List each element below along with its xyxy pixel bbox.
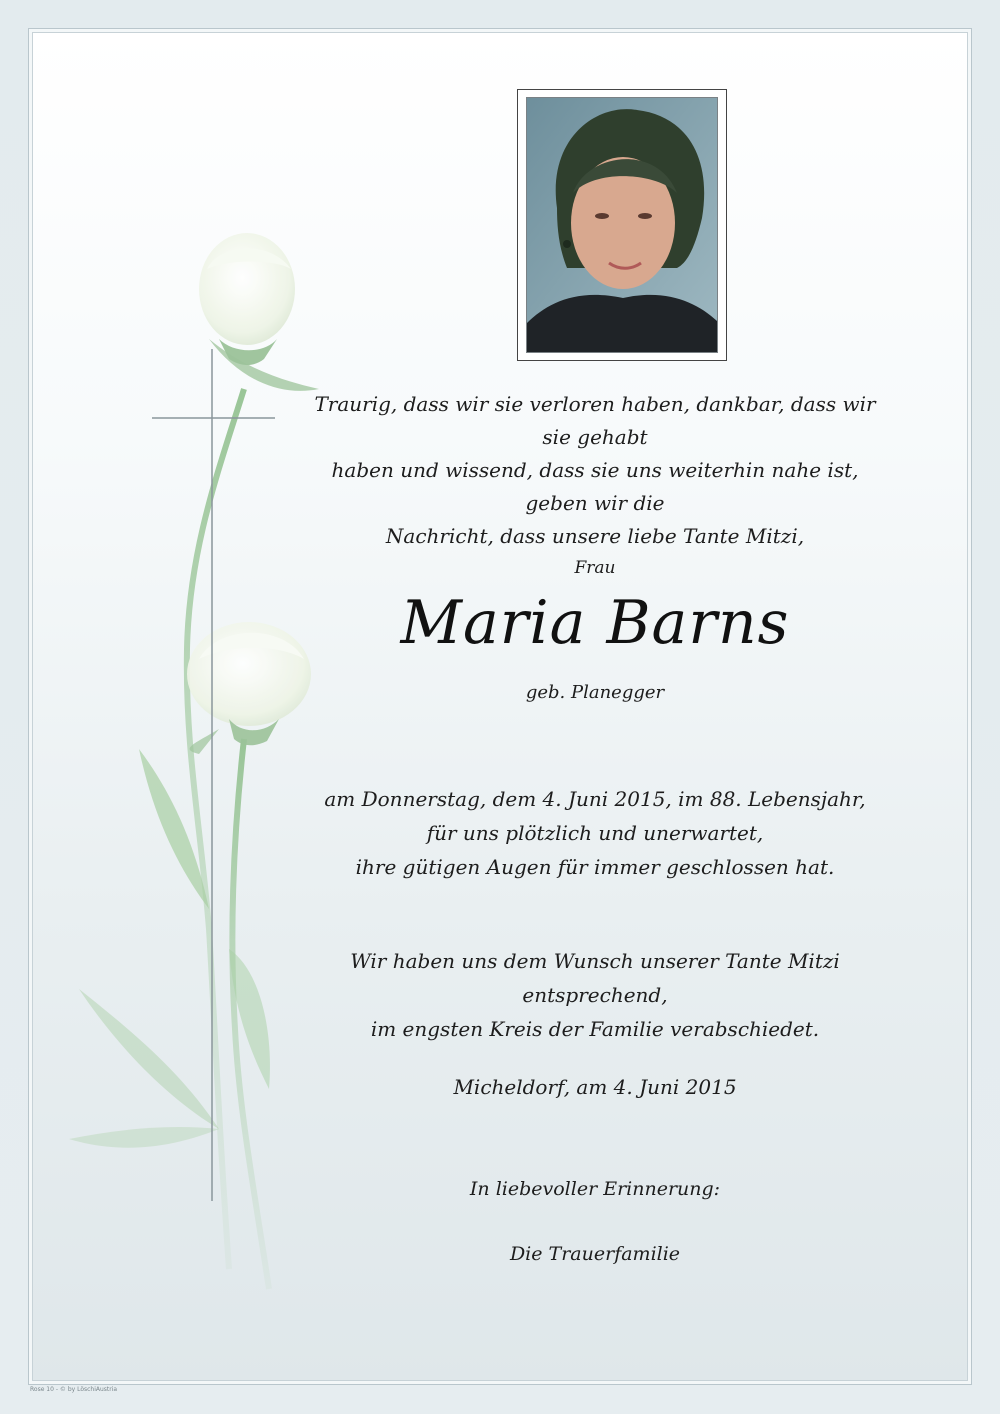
portrait-illustration — [527, 98, 718, 353]
deceased-birth-name: geb. Planegger — [525, 682, 665, 703]
intro-line: Traurig, dass wir sie verloren haben, dankbar, dass wir sie gehabt — [314, 392, 876, 449]
death-notice-line: ihre gütigen Augen für immer geschlossen hat. — [355, 855, 835, 879]
intro-line: haben und wissend, dass sie uns weiterhin nahe ist, geben wir die — [331, 458, 859, 515]
deceased-name: Maria Barns — [400, 588, 790, 658]
rose-bottom — [187, 622, 311, 745]
death-notice-line: am Donnerstag, dem 4. Juni 2015, im 88. Lebensjahr, — [324, 787, 866, 811]
intro-line: Nachricht, dass unsere liebe Tante Mitzi, — [385, 524, 805, 548]
death-notice-line: für uns plötzlich und unerwartet, — [426, 821, 764, 845]
wish-line: Wir haben uns dem Wunsch unserer Tante Mitzi entsprechend, — [350, 949, 840, 1007]
intro-text — [300, 388, 890, 553]
portrait-image — [526, 97, 718, 353]
closing-line: In liebevoller Erinnerung: — [469, 1178, 721, 1200]
death-notice — [300, 782, 890, 884]
rose-top — [199, 233, 295, 365]
image-credit: Rose 10 - © by LöschiAustria — [30, 1386, 118, 1393]
wish-line: im engsten Kreis der Familie verabschiedet. — [370, 1017, 820, 1041]
place-date: Micheldorf, am 4. Juni 2015 — [453, 1075, 737, 1099]
portrait-photo — [517, 89, 727, 361]
deceased-title: Frau — [574, 558, 616, 578]
wish-text — [300, 944, 890, 1046]
signature: Die Trauerfamilie — [509, 1243, 681, 1265]
